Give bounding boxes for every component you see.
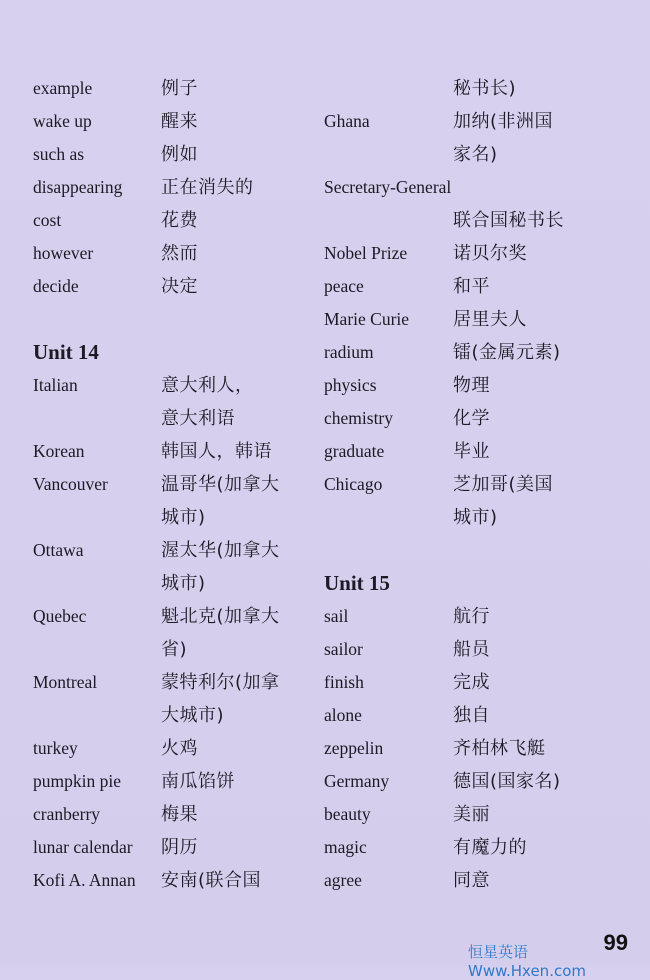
chinese-meaning: 德国(国家名) xyxy=(453,771,561,792)
vocab-entry xyxy=(324,105,644,171)
english-word: peace xyxy=(324,276,364,296)
chinese-meaning: 正在消失的 xyxy=(161,177,254,198)
chinese-meaning: 南瓜馅饼 xyxy=(161,771,235,792)
vocab-entry xyxy=(33,468,323,534)
chinese-meaning: 安南(联合国 xyxy=(161,870,262,891)
english-word: Secretary-General xyxy=(324,177,452,197)
vocab-entry xyxy=(324,435,644,468)
chinese-meaning: 毕业 xyxy=(453,441,490,462)
chinese-meaning: 醒来 xyxy=(161,111,198,132)
chinese-meaning: 魁北克(加拿大 省) xyxy=(161,606,280,660)
vocab-entry xyxy=(324,666,644,699)
chinese-meaning: 加纳(非洲国 家名) xyxy=(453,111,554,165)
vocab-entry xyxy=(33,765,323,798)
english-word: alone xyxy=(324,705,362,725)
english-word: magic xyxy=(324,837,367,857)
chinese-meaning: 决定 xyxy=(161,276,198,297)
chinese-meaning: 美丽 xyxy=(453,804,490,825)
english-word: finish xyxy=(324,672,364,692)
vocab-entry xyxy=(324,204,644,237)
vocab-entry xyxy=(324,699,644,732)
unit-14-heading: Unit 14 xyxy=(33,340,99,364)
english-word: graduate xyxy=(324,441,385,461)
english-word: Montreal xyxy=(33,672,98,692)
vocab-entry xyxy=(33,534,323,600)
english-word: cost xyxy=(33,210,62,230)
english-word: zeppelin xyxy=(324,738,384,758)
vocab-entry xyxy=(33,732,323,765)
english-word: sailor xyxy=(324,639,363,659)
vocab-entry xyxy=(33,435,323,468)
vocab-entry xyxy=(33,798,323,831)
chinese-meaning: 同意 xyxy=(453,870,490,891)
vocab-entry xyxy=(324,468,644,534)
chinese-meaning: 和平 xyxy=(453,276,490,297)
chinese-meaning: 诺贝尔奖 xyxy=(453,243,527,264)
left-column xyxy=(33,72,323,897)
english-word: Italian xyxy=(33,375,78,395)
vocab-entry xyxy=(33,369,323,435)
english-word: example xyxy=(33,78,93,98)
right-column xyxy=(324,72,644,897)
chinese-meaning: 完成 xyxy=(453,672,490,693)
chinese-meaning: 花费 xyxy=(161,210,198,231)
vocab-entry xyxy=(324,798,644,831)
vocab-list-right-middle xyxy=(324,237,644,534)
vocab-entry xyxy=(33,204,323,237)
english-word: disappearing xyxy=(33,177,123,197)
vocab-entry xyxy=(33,105,323,138)
english-word: Ottawa xyxy=(33,540,84,560)
english-word: turkey xyxy=(33,738,78,758)
vocab-entry xyxy=(33,864,323,897)
vocab-entry xyxy=(324,864,644,897)
english-word: wake up xyxy=(33,111,92,131)
site-watermark: 恒星英语 Www.Hxen.com xyxy=(468,943,586,980)
vocab-entry xyxy=(324,72,644,105)
english-word: pumpkin pie xyxy=(33,771,121,791)
english-word: Nobel Prize xyxy=(324,243,408,263)
english-word: Ghana xyxy=(324,111,370,131)
chinese-meaning: 蒙特利尔(加拿 大城市) xyxy=(161,672,280,726)
english-word: such as xyxy=(33,144,85,164)
chinese-meaning: 芝加哥(美国 城市) xyxy=(453,474,554,528)
page-number: 99 xyxy=(603,930,628,955)
chinese-meaning: 独自 xyxy=(453,705,490,726)
chinese-meaning: 韩国人，韩语 xyxy=(161,441,272,462)
unit-15-heading: Unit 15 xyxy=(324,571,390,595)
vocab-entry xyxy=(324,237,644,270)
vocab-entry xyxy=(324,402,644,435)
vocab-list-left-top xyxy=(33,72,323,303)
chinese-meaning: 秘书长) xyxy=(453,78,517,99)
vocab-entry xyxy=(33,270,323,303)
chinese-meaning: 渥太华(加拿大 城市) xyxy=(161,540,280,594)
english-word: beauty xyxy=(324,804,371,824)
chinese-meaning: 例如 xyxy=(161,144,198,165)
vocab-entry xyxy=(33,237,323,270)
chinese-meaning: 联合国秘书长 xyxy=(453,210,564,231)
english-word: cranberry xyxy=(33,804,101,824)
vocab-entry xyxy=(324,600,644,633)
chinese-meaning: 意大利人， 意大利语 xyxy=(161,375,254,429)
english-word: Quebec xyxy=(33,606,87,626)
english-word: Korean xyxy=(33,441,85,461)
english-word: lunar calendar xyxy=(33,837,133,857)
english-word: however xyxy=(33,243,94,263)
vocab-list-right-top xyxy=(324,105,644,171)
chinese-meaning: 镭(金属元素) xyxy=(453,342,561,363)
chinese-meaning: 有魔力的 xyxy=(453,837,527,858)
vocab-entry xyxy=(324,732,644,765)
vocab-entry xyxy=(324,369,644,402)
vocab-entry xyxy=(33,831,323,864)
vocab-entry xyxy=(324,831,644,864)
chinese-meaning: 船员 xyxy=(453,639,490,660)
english-word: decide xyxy=(33,276,79,296)
chinese-meaning: 火鸡 xyxy=(161,738,198,759)
vocab-entry xyxy=(324,336,644,369)
chinese-meaning: 齐柏林飞艇 xyxy=(453,738,546,759)
vocab-list-unit-15 xyxy=(324,600,644,897)
english-word: Kofi A. Annan xyxy=(33,870,136,890)
vocab-entry xyxy=(324,765,644,798)
chinese-meaning: 然而 xyxy=(161,243,198,264)
chinese-meaning: 化学 xyxy=(453,408,490,429)
vocab-entry xyxy=(33,72,323,105)
vocab-entry xyxy=(324,171,644,204)
english-word: Germany xyxy=(324,771,390,791)
vocab-entry xyxy=(33,171,323,204)
english-word: Marie Curie xyxy=(324,309,410,329)
vocab-entry xyxy=(33,600,323,666)
vocab-entry xyxy=(324,633,644,666)
chinese-meaning: 阴历 xyxy=(161,837,198,858)
english-word: radium xyxy=(324,342,374,362)
vocab-entry xyxy=(324,270,644,303)
english-word: sail xyxy=(324,606,349,626)
english-word: Vancouver xyxy=(33,474,108,494)
vocab-list-unit-14 xyxy=(33,369,323,897)
chinese-meaning: 温哥华(加拿大 城市) xyxy=(161,474,280,528)
chinese-meaning: 物理 xyxy=(453,375,490,396)
english-word: Chicago xyxy=(324,474,383,494)
spacer xyxy=(324,534,644,567)
english-word: physics xyxy=(324,375,377,395)
spacer xyxy=(33,303,323,336)
chinese-meaning: 航行 xyxy=(453,606,490,627)
vocab-entry xyxy=(33,138,323,171)
english-word: chemistry xyxy=(324,408,394,428)
chinese-meaning: 梅果 xyxy=(161,804,198,825)
chinese-meaning: 居里夫人 xyxy=(453,309,527,330)
vocab-entry xyxy=(33,666,323,732)
vocab-entry xyxy=(324,303,644,336)
chinese-meaning: 例子 xyxy=(161,78,198,99)
english-word: agree xyxy=(324,870,362,890)
